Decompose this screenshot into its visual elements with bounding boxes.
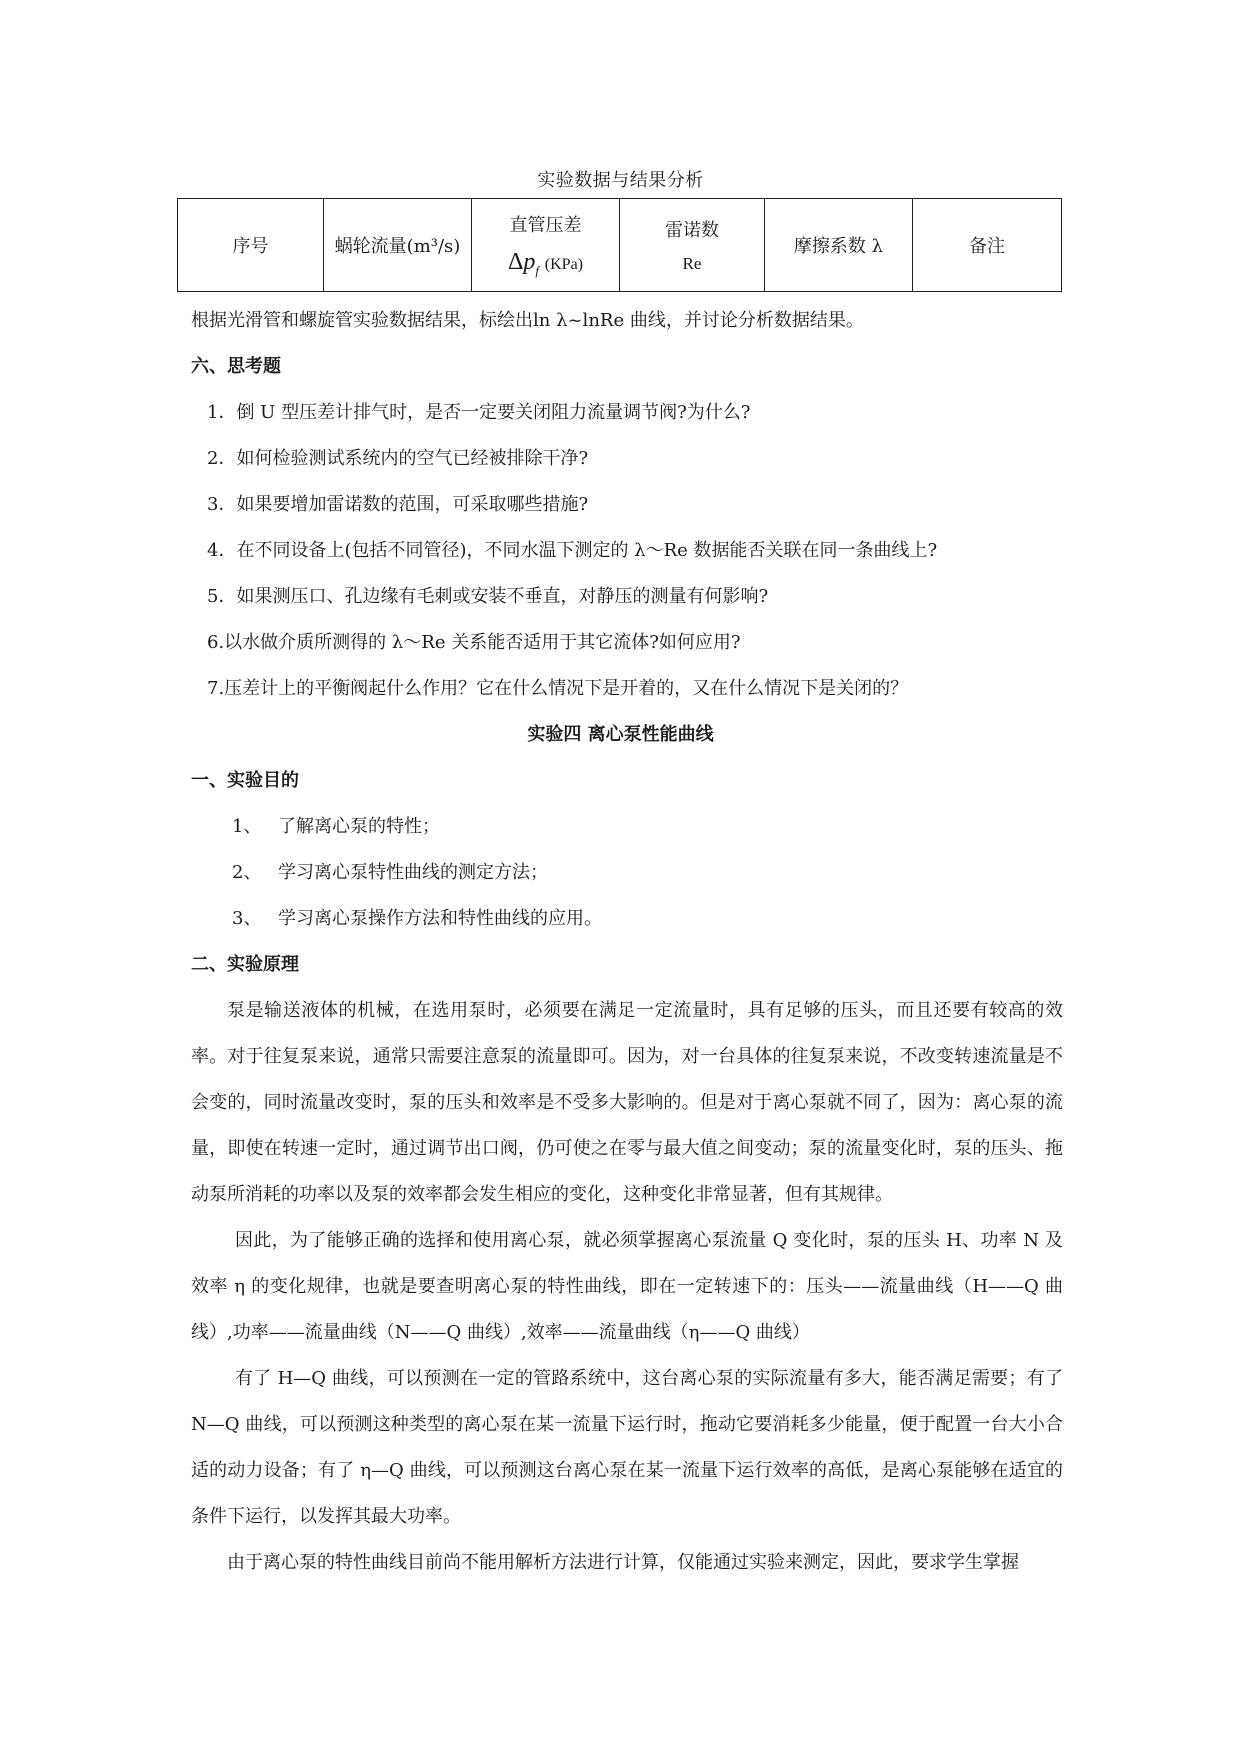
question-2: 2．如何检验测试系统内的空气已经被排除干净?: [207, 448, 589, 469]
question-6: 6.以水做介质所测得的 λ～Re 关系能否适用于其它流体?如何应用?: [207, 632, 741, 653]
principle-paragraph-1: 泵是输送液体的机械，在选用泵时，必须要在满足一定流量时，具有足够的压头，而且还要有较高的效率。对于往复泵来说，通常只需要注意泵的流量即可。因为，对一台具体的往复泵来说，不改变转速流量是不会变的，同时流量改变时，泵的压头和效率是不受多大影响的。但是对于离心泵就不同了，因为：离心泵的流量，即使在转速一定时，通过调节出口阀，仍可使之在零与最大值之间变动；泵的流量变化时，泵的压头、拖动泵所消耗的功率以及泵的效率都会发生相应的变化，这种变化非常显著，但有其规律。: [191, 1000, 1063, 1205]
question-4: 4．在不同设备上(包括不同管径)，不同水温下测定的 λ～Re 数据能否关联在同一条曲线上?: [207, 540, 938, 561]
analysis-note: 根据光滑管和螺旋管实验数据结果，标绘出ln λ~lnRe 曲线，并讨论分析数据结果。: [191, 310, 864, 331]
question-3: 3．如果要增加雷诺数的范围，可采取哪些措施?: [207, 494, 589, 515]
header-pressure: [472, 199, 620, 292]
header-reynolds: [620, 199, 765, 292]
principle-paragraph-2: 因此，为了能够正确的选择和使用离心泵，就必须掌握离心泵流量 Q 变化时，泵的压头 H、功率 N 及效率 η 的变化规律，也就是要查明离心泵的特性曲线，即在一定转速下的：压头——流量曲线（H——Q 曲线）,功率——流量曲线（N——Q 曲线）,效率——流量曲线（η——Q 曲线）: [191, 1230, 1063, 1343]
header-reynolds-label: 雷诺数: [665, 220, 719, 241]
header-reynolds-symbol: Re: [682, 254, 702, 273]
header-remark: 备注: [913, 199, 1062, 292]
header-pressure-unit: (KPa): [544, 256, 583, 274]
question-1: 1．倒 U 型压差计排气时，是否一定要关闭阻力流量调节阀?为什么?: [207, 402, 751, 423]
objective-item-1-number: 1、: [232, 816, 262, 837]
objective-item-3: [232, 908, 602, 930]
header-seq: 序号: [178, 199, 324, 292]
experiment4-title: 实验四 离心泵性能曲线: [527, 724, 714, 745]
objective-item-1-text: 了解离心泵的特性；: [278, 816, 440, 837]
header-flow: 蜗轮流量(m³/s): [324, 199, 472, 292]
principle-paragraph-4: 由于离心泵的特性曲线目前尚不能用解析方法进行计算，仅能通过实验来测定，因此，要求学生掌握: [227, 1552, 1019, 1573]
table-header-row: [178, 199, 1062, 292]
objective-item-2-text: 学习离心泵特性曲线的测定方法；: [278, 862, 548, 883]
objective-item-1: [232, 816, 440, 838]
principle-paragraph-3: 有了 H—Q 曲线，可以预测在一定的管路系统中，这台离心泵的实际流量有多大，能否满足需要；有了 N—Q 曲线，可以预测这种类型的离心泵在某一流量下运行时，拖动它要消耗多少能量，便于配置一台大小合适的动力设备；有了 η—Q 曲线，可以预测这台离心泵在某一流量下运行效率的高低，是离心泵能够在适宜的条件下运行，以发挥其最大功率。: [191, 1368, 1063, 1527]
objective-item-2-number: 2、: [232, 862, 262, 883]
question-7: 7.压差计上的平衡阀起什么作用？它在什么情况下是开着的，又在什么情况下是关闭的？: [207, 678, 909, 699]
header-friction: 摩擦系数 λ: [765, 199, 913, 292]
question-5: 5．如果测压口、孔边缘有毛刺或安装不垂直，对静压的测量有何影响?: [207, 586, 769, 607]
objective-item-2: [232, 862, 548, 884]
section6-heading: 六、思考题: [191, 356, 281, 377]
header-pressure-label: 直管压差: [509, 215, 582, 237]
header-pressure-symbol: $\Delta p_f$ (KPa): [507, 249, 583, 278]
objective-item-3-number: 3、: [232, 908, 262, 929]
data-table: [177, 198, 1062, 292]
objective-heading: 一、实验目的: [191, 770, 299, 791]
principle-heading: 二、实验原理: [191, 954, 299, 975]
objective-item-3-text: 学习离心泵操作方法和特性曲线的应用。: [278, 908, 602, 929]
table-caption: 实验数据与结果分析: [537, 170, 704, 191]
